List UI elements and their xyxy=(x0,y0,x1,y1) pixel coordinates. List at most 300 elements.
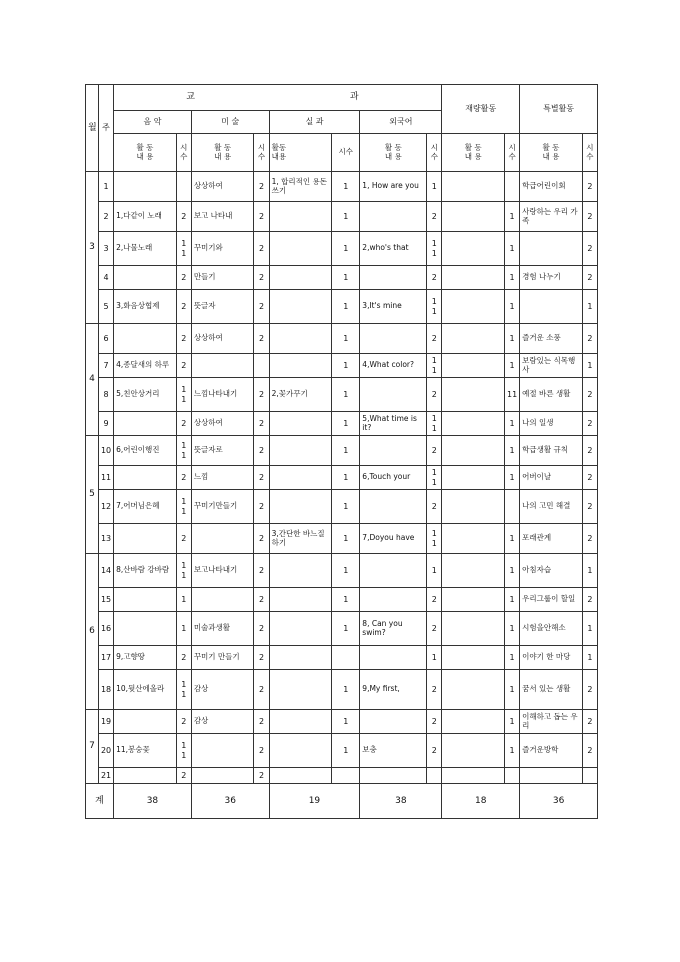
discretionary-hours-cell: 1 xyxy=(505,554,520,588)
week-cell: 15 xyxy=(98,588,113,612)
art-hours-cell: 2 xyxy=(254,266,269,290)
month-cell: 4 xyxy=(86,324,99,436)
discretionary-content-cell xyxy=(442,378,505,412)
music-content-cell xyxy=(114,588,177,612)
foreign-hours-cell: 1 1 xyxy=(427,524,442,554)
discretionary-content-cell xyxy=(442,734,505,768)
discretionary-hours-cell: 1 xyxy=(505,588,520,612)
music-content-cell: 7,어머님은혜 xyxy=(114,490,177,524)
foreign-total: 38 xyxy=(360,784,442,819)
discretionary-content-cell xyxy=(442,670,505,710)
art-hours-cell: 2 xyxy=(254,378,269,412)
special-hours-cell: 2 xyxy=(582,378,597,412)
art-hours-cell: 2 xyxy=(254,172,269,202)
foreign-content-cell: 1, How are you xyxy=(360,172,427,202)
discretionary-content-cell xyxy=(442,466,505,490)
week-cell: 11 xyxy=(98,466,113,490)
special-hours-cell: 2 xyxy=(582,524,597,554)
foreign-hours-cell: 1 1 xyxy=(427,412,442,436)
discretionary-content-cell xyxy=(442,266,505,290)
practical-hours-cell xyxy=(332,768,360,784)
practical-hours-cell: 1 xyxy=(332,612,360,646)
art-content-label: 활 동 내 용 xyxy=(191,134,254,172)
art-hours-cell: 2 xyxy=(254,324,269,354)
week-cell: 8 xyxy=(98,378,113,412)
special-hours-cell: 1 xyxy=(582,354,597,378)
discretionary-content-cell xyxy=(442,768,505,784)
week-cell: 3 xyxy=(98,232,113,266)
month-cell: 5 xyxy=(86,436,99,554)
week-cell: 21 xyxy=(98,768,113,784)
practical-hours-cell: 1 xyxy=(332,734,360,768)
special-hours-cell: 2 xyxy=(582,266,597,290)
foreign-hours-cell: 1 1 xyxy=(427,354,442,378)
subjects-header-right: 과 xyxy=(269,85,442,111)
practical-content-cell xyxy=(269,324,332,354)
music-hours-cell: 1 1 xyxy=(176,232,191,266)
art-content-cell: 상상하여 xyxy=(191,412,254,436)
discretionary-hours-cell: 1 xyxy=(505,710,520,734)
table-row xyxy=(86,524,598,554)
art-hours-label: 시 수 xyxy=(254,134,269,172)
art-content-cell: 미술과생활 xyxy=(191,612,254,646)
art-hours-cell: 2 xyxy=(254,670,269,710)
foreign-content-cell: 8, Can you swim? xyxy=(360,612,427,646)
practical-content-cell xyxy=(269,670,332,710)
practical-content-cell xyxy=(269,554,332,588)
practical-content-cell xyxy=(269,768,332,784)
special-content-cell: 경험 나누기 xyxy=(520,266,583,290)
foreign-content-cell: 4,What color? xyxy=(360,354,427,378)
music-content-cell: 5,친안상거리 xyxy=(114,378,177,412)
practical-content-cell xyxy=(269,466,332,490)
special-content-cell: 나의 고민 해결 xyxy=(520,490,583,524)
foreign-hours-cell: 2 xyxy=(427,378,442,412)
practical-header: 실 과 xyxy=(269,111,360,134)
art-content-cell xyxy=(191,734,254,768)
special-hours-cell: 1 xyxy=(582,554,597,588)
special-content-cell: 사랑하는 우리 가족 xyxy=(520,202,583,232)
discretionary-content-cell xyxy=(442,172,505,202)
discretionary-hours-cell xyxy=(505,490,520,524)
art-content-cell: 느낌 xyxy=(191,466,254,490)
art-hours-cell: 2 xyxy=(254,412,269,436)
art-hours-cell: 2 xyxy=(254,202,269,232)
practical-content-cell xyxy=(269,588,332,612)
foreign-hours-cell: 2 xyxy=(427,202,442,232)
art-content-cell xyxy=(191,524,254,554)
music-content-cell: 8,산바람 강바람 xyxy=(114,554,177,588)
table-row xyxy=(86,466,598,490)
foreign-hours-cell: 1 1 xyxy=(427,466,442,490)
discretionary-content-cell xyxy=(442,232,505,266)
discretionary-hours-cell: 1 xyxy=(505,646,520,670)
music-header: 음 악 xyxy=(114,111,192,134)
music-content-cell: 10,뒷산에올라 xyxy=(114,670,177,710)
discretionary-content-cell xyxy=(442,710,505,734)
foreign-content-cell: 보충 xyxy=(360,734,427,768)
practical-total: 19 xyxy=(269,784,360,819)
table-row xyxy=(86,646,598,670)
special-content-cell: 보람있는 식목행사 xyxy=(520,354,583,378)
subjects-header-left: 교 xyxy=(114,85,270,111)
special-content-cell: 예절 바른 생활 xyxy=(520,378,583,412)
music-content-cell xyxy=(114,266,177,290)
special-content-cell: 아침자습 xyxy=(520,554,583,588)
week-cell: 7 xyxy=(98,354,113,378)
special-total: 36 xyxy=(520,784,598,819)
foreign-content-cell xyxy=(360,324,427,354)
foreign-hours-cell: 1 1 xyxy=(427,232,442,266)
art-hours-cell xyxy=(254,354,269,378)
week-cell: 5 xyxy=(98,290,113,324)
week-cell: 2 xyxy=(98,202,113,232)
music-hours-cell xyxy=(176,172,191,202)
art-content-cell: 꾸미기 만들기 xyxy=(191,646,254,670)
practical-content-cell: 2,꽃가꾸기 xyxy=(269,378,332,412)
special-content-cell: 이해하고 돕는 우리 xyxy=(520,710,583,734)
special-content-cell: 나의 일생 xyxy=(520,412,583,436)
practical-content-cell: 3,간단한 바느질 하기 xyxy=(269,524,332,554)
discretionary-content-cell xyxy=(442,354,505,378)
special-hours-label: 시 수 xyxy=(582,134,597,172)
practical-hours-cell: 1 xyxy=(332,354,360,378)
totals-label: 계 xyxy=(86,784,114,819)
music-hours-cell: 2 xyxy=(176,266,191,290)
foreign-hours-cell: 2 xyxy=(427,670,442,710)
foreign-hours-cell: 2 xyxy=(427,436,442,466)
discretionary-hours-cell xyxy=(505,172,520,202)
month-cell: 6 xyxy=(86,554,99,710)
foreign-hours-cell: 2 xyxy=(427,266,442,290)
week-cell: 16 xyxy=(98,612,113,646)
week-cell: 19 xyxy=(98,710,113,734)
week-cell: 4 xyxy=(98,266,113,290)
discretionary-hours-cell: 1 xyxy=(505,290,520,324)
music-content-cell xyxy=(114,466,177,490)
foreign-hours-cell: 2 xyxy=(427,490,442,524)
foreign-content-cell xyxy=(360,646,427,670)
art-hours-cell: 2 xyxy=(254,290,269,324)
art-hours-cell: 2 xyxy=(254,490,269,524)
discretionary-hours-cell: 1 xyxy=(505,436,520,466)
week-cell: 20 xyxy=(98,734,113,768)
discretionary-hours-cell: 1 xyxy=(505,524,520,554)
special-hours-cell: 2 xyxy=(582,588,597,612)
week-cell: 13 xyxy=(98,524,113,554)
discretionary-hours-cell: 1 xyxy=(505,324,520,354)
music-hours-cell: 2 xyxy=(176,324,191,354)
music-content-cell: 1,다같이 노래 xyxy=(114,202,177,232)
special-hours-cell: 1 xyxy=(582,290,597,324)
table-row xyxy=(86,734,598,768)
music-hours-cell: 2 xyxy=(176,290,191,324)
special-content-cell: 꿈서 있는 생활 xyxy=(520,670,583,710)
practical-content-cell xyxy=(269,646,332,670)
special-hours-cell: 2 xyxy=(582,670,597,710)
practical-hours-cell: 1 xyxy=(332,524,360,554)
table-row xyxy=(86,172,598,202)
practical-hours-cell: 1 xyxy=(332,324,360,354)
music-content-cell xyxy=(114,524,177,554)
discretionary-hours-label: 시 수 xyxy=(505,134,520,172)
music-hours-cell: 2 xyxy=(176,710,191,734)
music-content-cell: 4,종달새의 하루 xyxy=(114,354,177,378)
table-row xyxy=(86,768,598,784)
table-row xyxy=(86,290,598,324)
special-hours-cell xyxy=(582,768,597,784)
foreign-content-cell xyxy=(360,490,427,524)
foreign-hours-cell: 2 xyxy=(427,734,442,768)
discretionary-content-cell xyxy=(442,290,505,324)
discretionary-content-cell xyxy=(442,436,505,466)
art-hours-cell: 2 xyxy=(254,710,269,734)
table-row xyxy=(86,378,598,412)
table-row xyxy=(86,324,598,354)
practical-hours-cell: 1 xyxy=(332,378,360,412)
discretionary-hours-cell: 1 xyxy=(505,232,520,266)
foreign-content-cell xyxy=(360,710,427,734)
special-hours-cell: 1 xyxy=(582,612,597,646)
art-hours-cell: 2 xyxy=(254,646,269,670)
month-cell: 3 xyxy=(86,172,99,324)
week-cell: 6 xyxy=(98,324,113,354)
art-hours-cell: 2 xyxy=(254,554,269,588)
foreign-hours-cell: 2 xyxy=(427,710,442,734)
foreign-hours-cell: 1 xyxy=(427,646,442,670)
discretionary-content-label: 활 동 내 용 xyxy=(442,134,505,172)
special-content-cell: 우리그룹이 할일 xyxy=(520,588,583,612)
discretionary-hours-cell: 1 xyxy=(505,202,520,232)
music-content-cell: 9,고향땅 xyxy=(114,646,177,670)
foreign-hours-label: 시 수 xyxy=(427,134,442,172)
table-row xyxy=(86,554,598,588)
foreign-content-label: 활 동 내 용 xyxy=(360,134,427,172)
art-content-cell: 상상하여 xyxy=(191,172,254,202)
music-content-cell xyxy=(114,172,177,202)
special-hours-cell: 2 xyxy=(582,710,597,734)
special-header: 특별활동 xyxy=(520,85,598,134)
practical-hours-cell: 1 xyxy=(332,670,360,710)
practical-hours-cell: 1 xyxy=(332,232,360,266)
practical-content-cell xyxy=(269,710,332,734)
practical-hours-cell: 1 xyxy=(332,290,360,324)
foreign-content-cell xyxy=(360,554,427,588)
discretionary-content-cell xyxy=(442,490,505,524)
practical-hours-label: 시수 xyxy=(332,134,360,172)
foreign-hours-cell: 1 xyxy=(427,554,442,588)
music-hours-cell: 1 1 xyxy=(176,734,191,768)
table-row xyxy=(86,612,598,646)
discretionary-hours-cell: 1 xyxy=(505,612,520,646)
music-content-label: 활 동 내 용 xyxy=(114,134,177,172)
foreign-content-cell xyxy=(360,436,427,466)
special-hours-cell: 2 xyxy=(582,490,597,524)
special-hours-cell: 2 xyxy=(582,232,597,266)
art-hours-cell: 2 xyxy=(254,768,269,784)
special-content-cell: 학급생활 규칙 xyxy=(520,436,583,466)
art-content-cell: 꾸미기와 xyxy=(191,232,254,266)
foreign-hours-cell: 1 xyxy=(427,172,442,202)
discretionary-content-cell xyxy=(442,612,505,646)
practical-content-cell xyxy=(269,734,332,768)
music-hours-cell: 2 xyxy=(176,202,191,232)
special-content-cell xyxy=(520,290,583,324)
discretionary-hours-cell: 1 xyxy=(505,266,520,290)
foreign-content-cell xyxy=(360,202,427,232)
art-content-cell: 보고나타내기 xyxy=(191,554,254,588)
music-hours-cell: 2 xyxy=(176,466,191,490)
art-content-cell: 상상하여 xyxy=(191,324,254,354)
practical-content-cell xyxy=(269,232,332,266)
art-content-cell xyxy=(191,768,254,784)
practical-hours-cell: 1 xyxy=(332,436,360,466)
week-cell: 9 xyxy=(98,412,113,436)
practical-hours-cell: 1 xyxy=(332,554,360,588)
art-content-cell: 뜻글자 xyxy=(191,290,254,324)
practical-content-cell xyxy=(269,290,332,324)
music-hours-label: 시 수 xyxy=(176,134,191,172)
practical-content-cell: 1, 합리적인 용돈쓰기 xyxy=(269,172,332,202)
music-content-cell: 11,봉숭꽃 xyxy=(114,734,177,768)
table-row xyxy=(86,588,598,612)
music-hours-cell: 1 1 xyxy=(176,670,191,710)
music-content-cell: 3,화음상협제 xyxy=(114,290,177,324)
special-content-cell: 어버이날 xyxy=(520,466,583,490)
special-content-cell xyxy=(520,232,583,266)
table-row xyxy=(86,232,598,266)
discretionary-content-cell xyxy=(442,324,505,354)
special-hours-cell: 2 xyxy=(582,436,597,466)
totals-row xyxy=(86,784,598,819)
practical-content-cell xyxy=(269,436,332,466)
practical-hours-cell: 1 xyxy=(332,490,360,524)
foreign-content-cell xyxy=(360,266,427,290)
month-header: 월 xyxy=(86,85,99,172)
foreign-hours-cell: 2 xyxy=(427,324,442,354)
art-hours-cell: 2 xyxy=(254,612,269,646)
table-row xyxy=(86,436,598,466)
week-cell: 12 xyxy=(98,490,113,524)
art-content-cell xyxy=(191,354,254,378)
foreign-content-cell: 9,My first, xyxy=(360,670,427,710)
foreign-header: 외국어 xyxy=(360,111,442,134)
foreign-content-cell xyxy=(360,588,427,612)
art-header: 미 술 xyxy=(191,111,269,134)
week-cell: 17 xyxy=(98,646,113,670)
art-hours-cell: 2 xyxy=(254,232,269,266)
practical-hours-cell: 1 xyxy=(332,202,360,232)
art-content-cell: 감상 xyxy=(191,670,254,710)
special-hours-cell: 2 xyxy=(582,412,597,436)
practical-hours-cell xyxy=(332,646,360,670)
music-hours-cell: 2 xyxy=(176,524,191,554)
practical-content-label: 활동 내용 xyxy=(269,134,332,172)
discretionary-hours-cell: 1 xyxy=(505,412,520,436)
music-hours-cell: 1 xyxy=(176,588,191,612)
week-cell: 1 xyxy=(98,172,113,202)
art-hours-cell: 2 xyxy=(254,436,269,466)
practical-content-cell xyxy=(269,202,332,232)
art-hours-cell: 2 xyxy=(254,734,269,768)
foreign-content-cell: 3,It's mine xyxy=(360,290,427,324)
foreign-content-cell: 2,who's that xyxy=(360,232,427,266)
music-hours-cell: 1 xyxy=(176,612,191,646)
discretionary-header: 재량활동 xyxy=(442,85,520,134)
special-content-cell xyxy=(520,768,583,784)
discretionary-content-cell xyxy=(442,202,505,232)
foreign-content-cell: 7,Doyou have xyxy=(360,524,427,554)
special-content-cell: 포래관계 xyxy=(520,524,583,554)
art-hours-cell: 2 xyxy=(254,588,269,612)
music-hours-cell: 2 xyxy=(176,768,191,784)
table-row xyxy=(86,490,598,524)
practical-hours-cell: 1 xyxy=(332,588,360,612)
discretionary-content-cell xyxy=(442,588,505,612)
foreign-hours-cell: 2 xyxy=(427,588,442,612)
art-hours-cell: 2 xyxy=(254,466,269,490)
discretionary-hours-cell: 1 xyxy=(505,466,520,490)
music-content-cell xyxy=(114,768,177,784)
table-row xyxy=(86,710,598,734)
discretionary-content-cell xyxy=(442,646,505,670)
music-hours-cell: 2 xyxy=(176,412,191,436)
discretionary-hours-cell: 1 xyxy=(505,734,520,768)
discretionary-content-cell xyxy=(442,412,505,436)
week-cell: 14 xyxy=(98,554,113,588)
table-row xyxy=(86,670,598,710)
practical-hours-cell: 1 xyxy=(332,710,360,734)
foreign-hours-cell: 2 xyxy=(427,612,442,646)
music-content-cell xyxy=(114,412,177,436)
art-content-cell: 감상 xyxy=(191,710,254,734)
art-content-cell: 꾸미기만들기 xyxy=(191,490,254,524)
special-hours-cell: 2 xyxy=(582,324,597,354)
discretionary-content-cell xyxy=(442,554,505,588)
practical-content-cell xyxy=(269,266,332,290)
foreign-hours-cell: 1 1 xyxy=(427,290,442,324)
art-content-cell: 만들기 xyxy=(191,266,254,290)
special-content-cell: 즐거운방학 xyxy=(520,734,583,768)
music-hours-cell: 1 1 xyxy=(176,554,191,588)
foreign-content-cell xyxy=(360,378,427,412)
art-hours-cell: 2 xyxy=(254,524,269,554)
table-row xyxy=(86,412,598,436)
week-header: 주 xyxy=(98,85,113,172)
table-row xyxy=(86,266,598,290)
practical-hours-cell: 1 xyxy=(332,266,360,290)
music-hours-cell: 2 xyxy=(176,354,191,378)
practical-content-cell xyxy=(269,354,332,378)
practical-hours-cell: 1 xyxy=(332,412,360,436)
music-hours-cell: 1 1 xyxy=(176,378,191,412)
foreign-hours-cell xyxy=(427,768,442,784)
week-cell: 18 xyxy=(98,670,113,710)
practical-hours-cell: 1 xyxy=(332,466,360,490)
practical-content-cell xyxy=(269,490,332,524)
discretionary-hours-cell: 1 xyxy=(505,670,520,710)
art-content-cell: 보고 나타내 xyxy=(191,202,254,232)
music-content-cell: 6,어린이행진 xyxy=(114,436,177,466)
art-content-cell: 느낌나타내기 xyxy=(191,378,254,412)
month-cell: 7 xyxy=(86,710,99,784)
art-content-cell: 뜻글자로 xyxy=(191,436,254,466)
foreign-content-cell: 6,Touch your xyxy=(360,466,427,490)
table-row xyxy=(86,354,598,378)
practical-content-cell xyxy=(269,612,332,646)
special-content-cell: 시험을안해소 xyxy=(520,612,583,646)
music-content-cell xyxy=(114,710,177,734)
